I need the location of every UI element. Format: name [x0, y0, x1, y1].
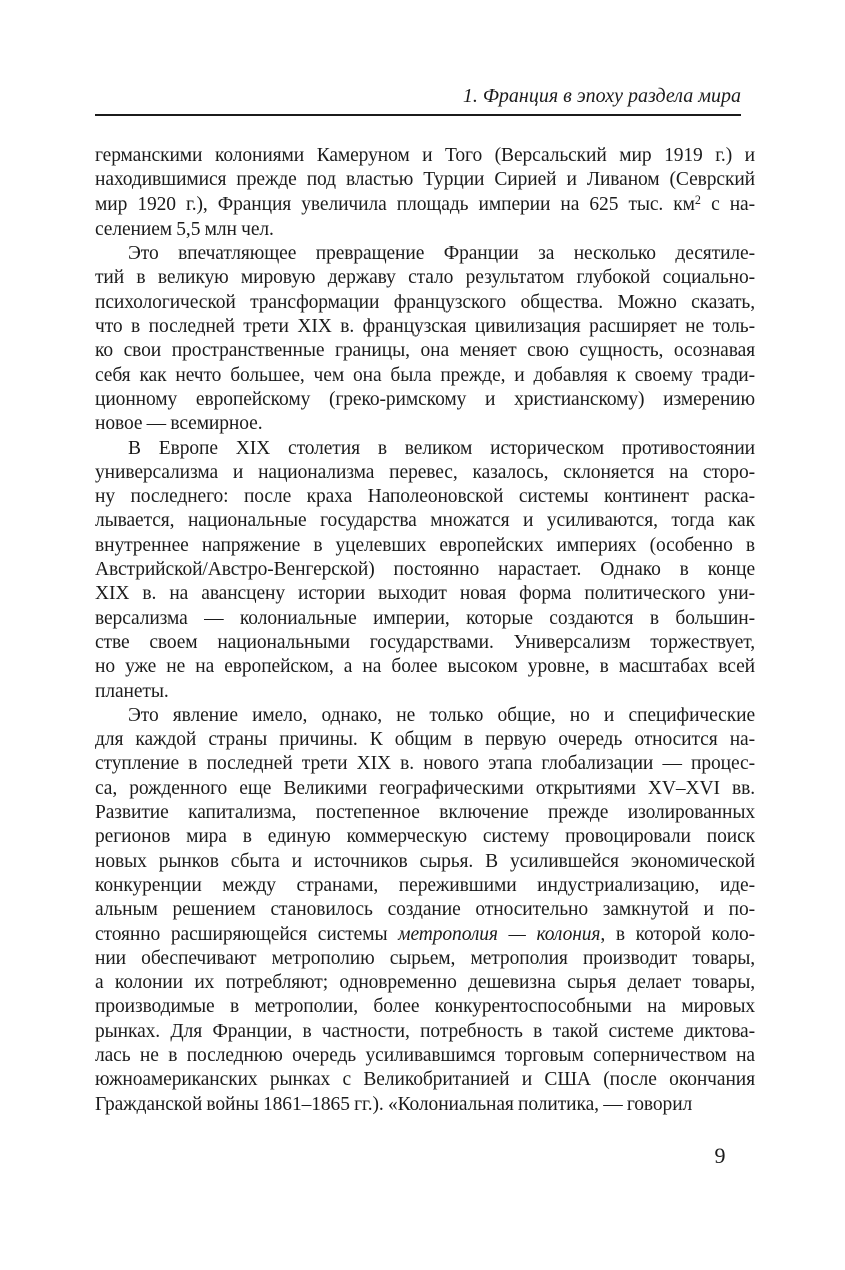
text-segment: южноамериканских рынках с Великобританией и США (после окончания: [95, 1069, 755, 1091]
text-segment: ступление в последней трети XIX в. нового этапа глобализации — процес-: [95, 753, 755, 775]
text-line: [95, 898, 755, 922]
body-text: [95, 144, 755, 1117]
text-line: [95, 971, 755, 995]
paragraph: [95, 242, 755, 436]
text-line: [95, 752, 755, 776]
text-segment: конкуренции между странами, пережившими индустриализацию, иде-: [95, 874, 755, 896]
text-line: [95, 558, 755, 582]
text-line: [95, 509, 755, 533]
text-segment: версализма — колониальные империи, которые создаются в большин-: [95, 607, 755, 629]
text-segment: лась не в последнюю очередь усиливавшимся торговым соперничеством на: [95, 1044, 755, 1066]
italic-text: метрополия — колония: [398, 923, 601, 945]
text-segment: , в которой коло-: [600, 923, 756, 945]
text-line: [95, 242, 755, 266]
paragraph: [95, 437, 755, 704]
text-segment: но уже не на европейском, а на более высоком уровне, в масштабах всей: [95, 656, 755, 678]
text-line: [95, 582, 755, 606]
text-line: [95, 704, 755, 728]
superscript-text: 2: [694, 193, 701, 208]
text-line: [95, 364, 755, 388]
text-line: [95, 437, 755, 461]
page-number: 9: [714, 1143, 726, 1168]
text-line: [95, 801, 755, 825]
text-segment: лывается, национальные государства множатся и усиливаются, тогда как: [95, 510, 755, 532]
text-line: [95, 1093, 755, 1117]
text-line: [95, 193, 755, 218]
text-segment: стоянно расширяющейся системы: [95, 923, 399, 945]
text-segment: ционному европейскому (греко-римскому и христианскому) измерению: [95, 388, 755, 410]
text-segment: Это явление имело, однако, не только общие, но и специфические: [128, 704, 755, 726]
text-line: [95, 461, 755, 485]
text-line: [95, 947, 755, 971]
text-line: [95, 291, 755, 315]
text-segment: универсализма и национализма перевес, казалось, склоняется на сторо-: [95, 461, 755, 483]
text-segment: новых рынков сбыта и источников сырья. В усилившейся экономической: [95, 850, 755, 872]
text-line: [95, 168, 755, 192]
text-segment: рынках. Для Франции, в частности, потребность в такой системе диктова-: [95, 1020, 755, 1042]
text-line: [95, 144, 755, 168]
text-segment: производимые в метрополии, более конкурентоспособными на мировых: [95, 996, 755, 1018]
text-line: [95, 607, 755, 631]
text-segment: альным решением становилось создание относительно замкнутой и по-: [95, 899, 755, 921]
text-segment: с на-: [700, 193, 756, 215]
text-segment: XIX в. на авансцену истории выходит новая форма политического уни-: [95, 583, 755, 605]
paragraph: [95, 144, 755, 242]
text-segment: находившимися прежде под властью Турции Сирией и Ливаном (Севрский: [95, 169, 755, 191]
text-line: [95, 388, 755, 412]
text-line: [95, 680, 755, 704]
text-segment: ну последнего: после краха Наполеоновской системы континент раска-: [95, 486, 755, 508]
text-line: [95, 339, 755, 363]
text-segment: себя как нечто большее, чем она была прежде, и добавляя к своему тради-: [95, 364, 755, 386]
text-segment: регионов мира в единую коммерческую систему провоцировали поиск: [95, 826, 755, 848]
text-line: [95, 995, 755, 1019]
text-line: [95, 266, 755, 290]
text-line: [95, 485, 755, 509]
text-segment: внутреннее напряжение в уцелевших европейских империях (особенно в: [95, 534, 755, 556]
text-line: [95, 218, 755, 242]
text-segment: ко свои пространственные границы, она меняет свою сущность, осознавая: [95, 340, 755, 362]
text-line: [95, 850, 755, 874]
header-rule: [95, 114, 741, 116]
text-line: [95, 825, 755, 849]
text-line: [95, 315, 755, 339]
text-segment: стве своем национальными государствами. Универсализм торжествует,: [95, 631, 755, 653]
text-line: [95, 728, 755, 752]
text-line: [95, 1020, 755, 1044]
text-line: [95, 923, 755, 947]
text-segment: германскими колониями Камеруном и Того (Версальский мир 1919 г.) и: [95, 145, 755, 166]
text-segment: мир 1920 г.), Франция увеличила площадь империи на 625 тыс. км: [95, 193, 695, 215]
text-segment: Австрийской/Австро-Венгерской) постоянно нарастает. Однако в конце: [95, 559, 755, 581]
text-segment: Развитие капитализма, постепенное включение прежде изолированных: [95, 802, 755, 824]
paragraph: [95, 704, 755, 1117]
text-line: [95, 534, 755, 558]
text-line: [95, 777, 755, 801]
text-segment: новое — всемирное.: [95, 413, 263, 435]
text-segment: В Европе XIX столетия в великом историческом противостоянии: [128, 437, 755, 459]
text-line: [95, 655, 755, 679]
text-line: [95, 1068, 755, 1092]
text-segment: что в последней трети XIX в. французская цивилизация расширяет не толь-: [95, 316, 755, 338]
text-line: [95, 412, 755, 436]
text-segment: са, рожденного еще Великими географическими открытиями XV–XVI вв.: [95, 777, 755, 799]
text-segment: планеты.: [95, 680, 169, 702]
text-segment: нии обеспечивают метрополию сырьем, метрополия производит товары,: [95, 947, 755, 969]
running-header: 1. Франция в эпоху раздела мира: [462, 85, 741, 107]
text-segment: для каждой страны причины. К общим в первую очередь относится на-: [95, 729, 755, 751]
text-line: [95, 631, 755, 655]
text-segment: а колонии их потребляют; одновременно дешевизна сырья делает товары,: [95, 972, 755, 994]
text-segment: Это впечатляющее превращение Франции за несколько десятиле-: [128, 243, 755, 265]
text-segment: селением 5,5 млн чел.: [95, 218, 274, 240]
text-segment: Гражданской войны 1861–1865 гг.). «Колониальная политика, — говорил: [95, 1093, 693, 1115]
text-segment: тий в великую мировую державу стало результатом глубокой социально-: [95, 267, 755, 289]
text-line: [95, 874, 755, 898]
text-segment: психологической трансформации французского общества. Можно сказать,: [95, 291, 755, 313]
text-line: [95, 1044, 755, 1068]
